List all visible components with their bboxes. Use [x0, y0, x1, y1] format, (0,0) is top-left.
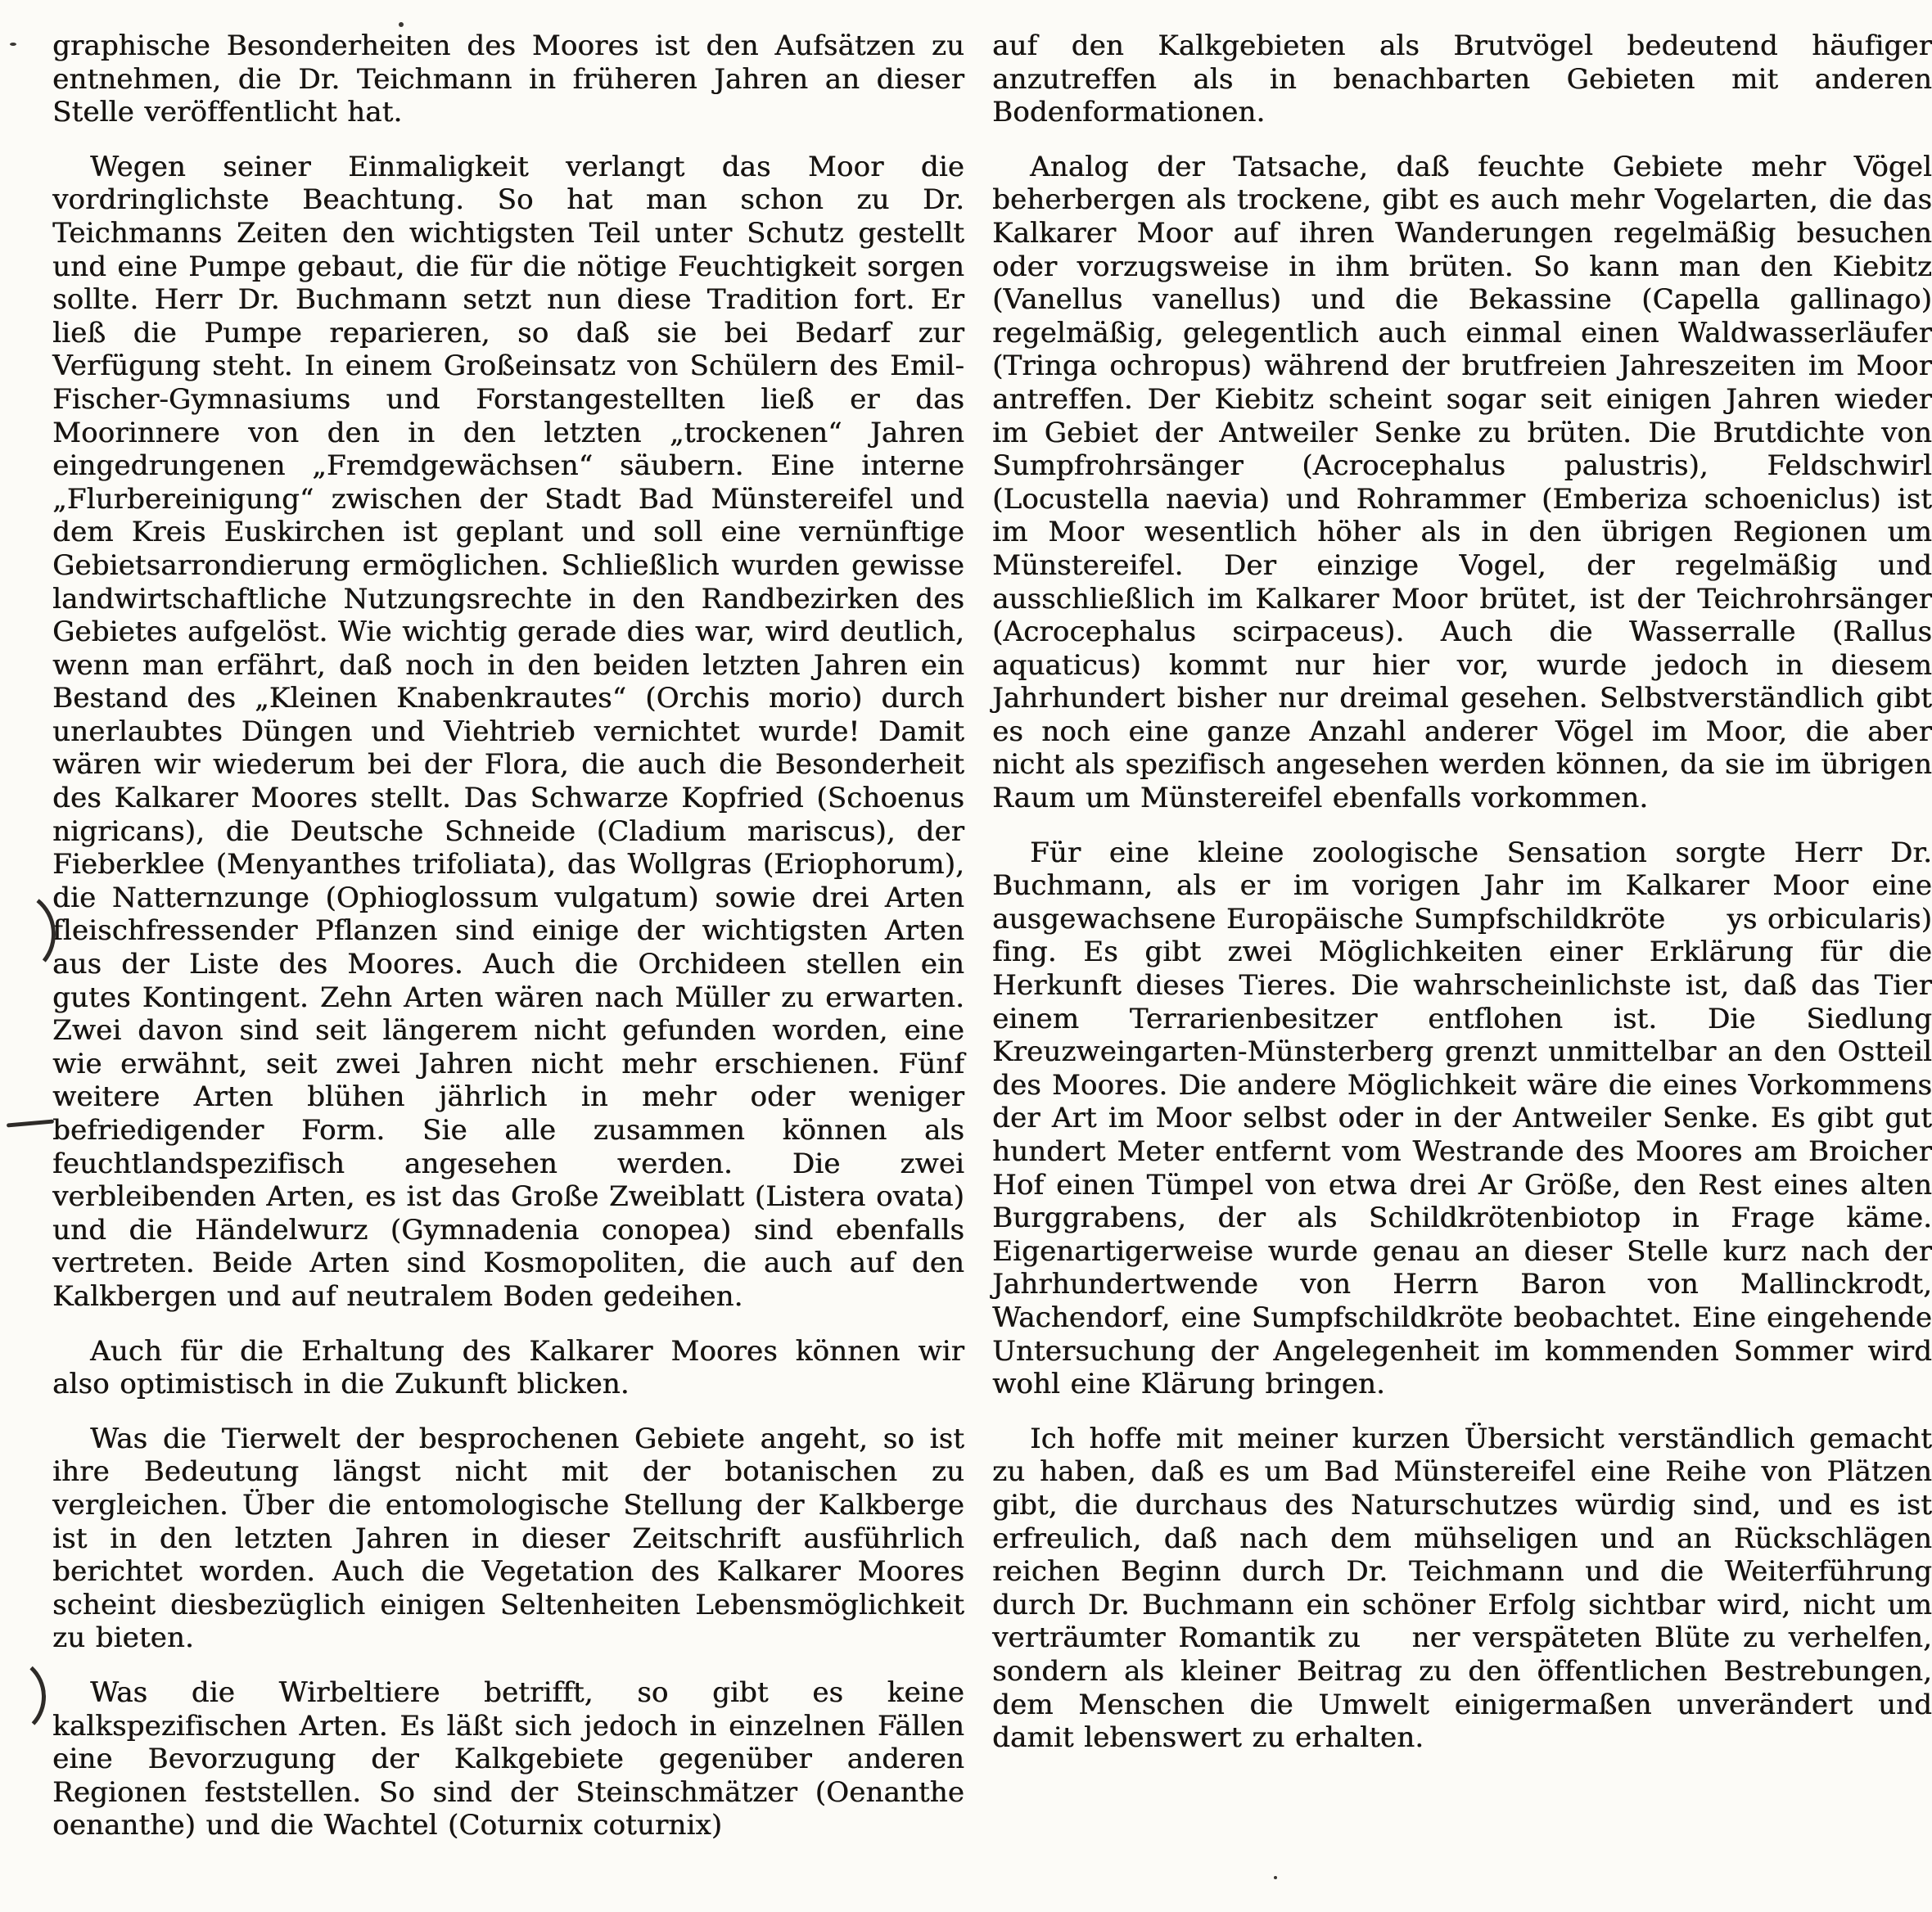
scan-speck [399, 22, 404, 27]
scan-speck [1274, 1876, 1277, 1879]
paragraph: auf den Kalkgebieten als Brutvögel bedeutend häufiger anzutreffen als in benachbarten Gebieten mit anderen Bodenformationen. [992, 29, 1932, 129]
scan-stray-mark [7, 1119, 54, 1127]
paragraph: Was die Wirbeltiere betrifft, so gibt es keine kalkspezifischen Arten. Es läßt sich jedoch in einzelnen Fällen eine Bevorzugung der Kalkgebiete gegenüber anderen Regionen feststellen. So sind der Steinschmätzer (Oenanthe oenanthe) und die Wachtel (Coturnix coturnix) [52, 1675, 964, 1842]
paragraph: Ich hoffe mit meiner kurzen Übersicht verständlich gemacht zu haben, daß es um Bad Münstereifel eine Reihe von Plätzen gibt, die durchaus des Naturschutzes würdig sind, und es ist erfreulich, daß nach dem mühseligen und an Rückschlägen reichen Beginn durch Dr. Teichmann und die Weiterführung durch Dr. Buchmann ein schöner Erfolg sichtbar wird, nicht um verträumter Romantik zu ner verspäteten Blüte zu verhelfen, sondern als kleiner Beitrag zu den öffentlichen Bestrebungen, dem Menschen die Umwelt einigermaßen unverändert und damit lebenswert zu erhalten. [992, 1422, 1932, 1755]
paragraph: Was die Tierwelt der besprochenen Gebiete angeht, so ist ihre Bedeutung längst nicht mit der botanischen zu vergleichen. Über die entomologische Stellung der Kalkberge ist in den letzten Jahren in dieser Zeitschrift ausführlich berichtet worden. Auch die Vegetation des Kalkarer Moores scheint diesbezüglich einigen Seltenheiten Lebensmöglichkeit zu bieten. [52, 1422, 964, 1655]
paragraph: graphische Besonderheiten des Moores ist den Aufsätzen zu entnehmen, die Dr. Teichmann in früheren Jahren an dieser Stelle veröffentlicht hat. [52, 29, 964, 129]
right-column [992, 29, 1932, 1755]
hole-punch-mark [0, 885, 60, 984]
paragraph: Für eine kleine zoologische Sensation sorgte Herr Dr. Buchmann, als er im vorigen Jahr im Kalkarer Moor eine ausgewachsene Europäische Sumpfschildkröte ys orbicularis) fing. Es gibt zwei Möglichkeiten einer Erklärung für die Herkunft dieses Tieres. Die wahrscheinlichste ist, daß das Tier einem Terrarienbesitzer entflohen ist. Die Siedlung Kreuzweingarten-Münsterberg grenzt unmittelbar an den Ostteil des Moores. Die andere Möglichkeit wäre die eines Vorkommens der Art im Moor selbst oder in der Antweiler Senke. Es gibt gut hundert Meter entfernt vom Westrande des Moores am Broicher Hof einen Tümpel von etwa drei Ar Größe, den Rest eines alten Burggrabens, der als Schildkrötenbiotop in Frage käme. Eigenartigerweise wurde genau an dieser Stelle kurz nach der Jahrhundertwende von Herrn Baron von Mallinckrodt, Wachendorf, eine Sumpfschildkröte beobachtet. Eine eingehende Untersuchung der Angelegenheit im kommenden Sommer wird wohl eine Klärung bringen. [992, 836, 1932, 1401]
paragraph: Wegen seiner Einmaligkeit verlangt das Moor die vordringlichste Beachtung. So hat man schon zu Dr. Teichmanns Zeiten den wichtigsten Teil unter Schutz gestellt und eine Pumpe gebaut, die für die nötige Feuchtigkeit sorgen sollte. Herr Dr. Buchmann setzt nun diese Tradition fort. Er ließ die Pumpe reparieren, so daß sie bei Bedarf zur Verfügung steht. In einem Großeinsatz von Schülern des Emil-Fischer-Gymnasiums und Forstangestellten ließ er das Moorinnere von den in den letzten „trockenen“ Jahren eingedrungenen „Fremdgewächsen“ säubern. Eine interne „Flurbereinigung“ zwischen der Stadt Bad Münstereifel und dem Kreis Euskirchen ist geplant und soll eine vernünftige Gebietsarrondierung ermöglichen. Schließlich wurden gewisse landwirtschaftliche Nutzungsrechte in den Randbezirken des Gebietes aufgelöst. Wie wichtig gerade dies war, wird deutlich, wenn man erfährt, daß noch in den beiden letzten Jahren ein Bestand des „Kleinen Knabenkrautes“ (Orchis morio) durch unerlaubtes Düngen und Viehtrieb vernichtet wurde! Damit wären wir wiederum bei der Flora, die auch die Besonderheit des Kalkarer Moores stellt. Das Schwarze Kopfried (Schoenus nigricans), die Deutsche Schneide (Cladium mariscus), der Fieberklee (Menyanthes trifoliata), das Wollgras (Eriophorum), die Natternzunge (Ophioglossum vulgatum) sowie drei Arten fleischfressender Pflanzen sind einige der wichtigsten Arten aus der Liste des Moores. Auch die Orchideen stellen ein gutes Kontingent. Zehn Arten wären nach Müller zu erwarten. Zwei davon sind seit längerem nicht gefunden worden, eine wie erwähnt, seit zwei Jahren nicht mehr erschienen. Fünf weitere Arten blühen jährlich in mehr oder weniger befriedigender Form. Sie alle zusammen können als feuchtlandspezifisch angesehen werden. Die zwei verbleibenden Arten, es ist das Große Zweiblatt (Listera ovata) und die Händelwurz (Gymnadenia conopea) sind ebenfalls vertreten. Beide Arten sind Kosmopoliten, die auch auf den Kalkbergen und auf neutralem Boden gedeihen. [52, 150, 964, 1313]
paragraph: Analog der Tatsache, daß feuchte Gebiete mehr Vögel beherbergen als trockene, gibt es auch mehr Vogelarten, die das Kalkarer Moor auf ihren Wanderungen regelmäßig besuchen oder vorzugsweise in ihm brüten. So kann man den Kiebitz (Vanellus vanellus) und die Bekassine (Capella gallinago) regelmäßig, gelegentlich auch einmal einen Waldwasserläufer (Tringa ochropus) während der brutfreien Jahreszeiten im Moor antreffen. Der Kiebitz scheint sogar seit einigen Jahren wieder im Gebiet der Antweiler Senke zu brüten. Die Brutdichte von Sumpfrohrsänger (Acrocephalus palustris), Feldschwirl (Locustella naevia) und Rohrammer (Emberiza schoeniclus) ist im Moor wesentlich höher als in den übrigen Regionen um Münstereifel. Der einzige Vogel, der regelmäßig und ausschließlich im Kalkarer Moor brütet, ist der Teichrohrsänger (Acrocephalus scirpaceus). Auch die Wasserralle (Rallus aquaticus) kommt nur hier vor, wurde jedoch in diesem Jahrhundert bisher nur dreimal gesehen. Selbstverständlich gibt es noch eine ganze Anzahl anderer Vögel im Moor, die aber nicht als spezifisch angesehen werden können, da sie im übrigen Raum um Münstereifel ebenfalls vorkommen. [992, 150, 1932, 815]
scan-speck [10, 43, 16, 46]
left-column [52, 29, 964, 1842]
paragraph: Auch für die Erhaltung des Kalkarer Moores können wir also optimistisch in die Zukunft blicken. [52, 1334, 964, 1401]
hole-punch-mark [0, 1653, 47, 1739]
